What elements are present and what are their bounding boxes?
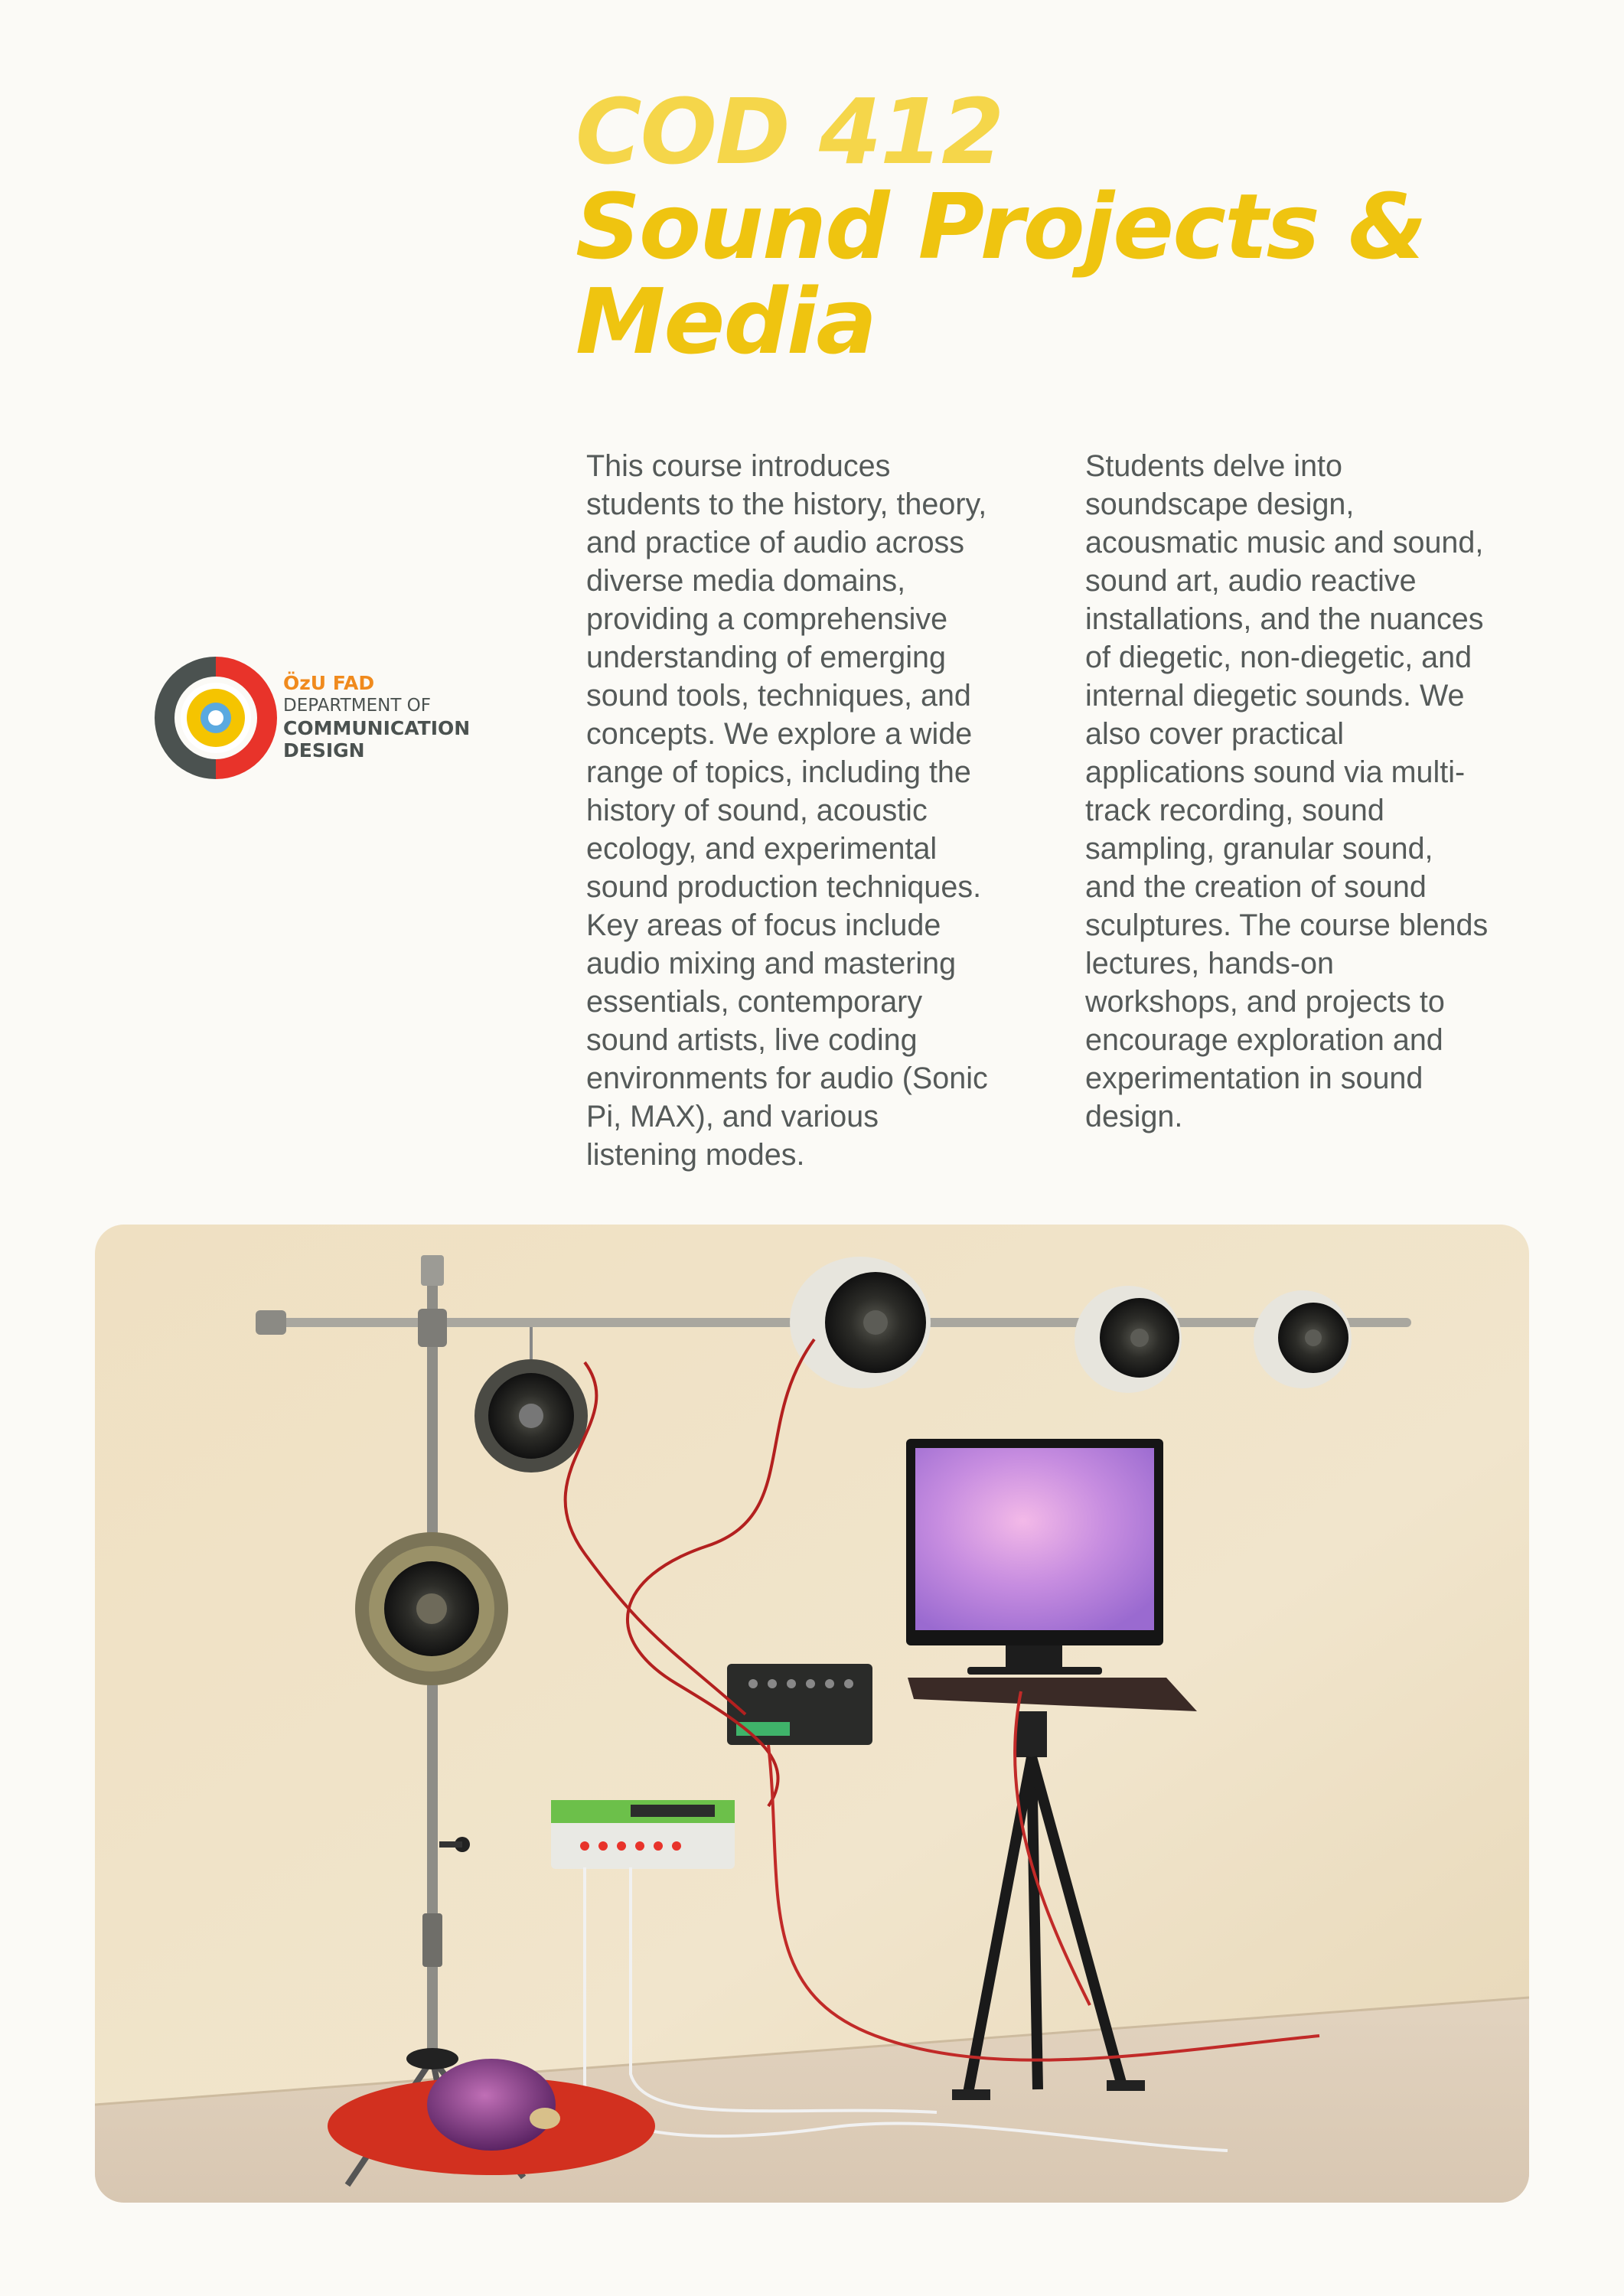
text-line: concepts. We explore a wide bbox=[586, 717, 973, 751]
text-line: environments for audio (Sonic bbox=[586, 1062, 988, 1095]
text-line: understanding of emerging bbox=[586, 641, 946, 674]
text-line: listening modes. bbox=[586, 1138, 805, 1172]
text-line: sampling, granular sound, bbox=[1085, 832, 1433, 866]
text-line: sound tools, techniques, and bbox=[586, 679, 971, 713]
text-line: audio mixing and mastering bbox=[586, 947, 957, 980]
logo-dept-line-2: COMMUNICATION bbox=[283, 717, 471, 739]
text-line: lectures, hands-on bbox=[1085, 947, 1334, 980]
text-line: Students delve into bbox=[1085, 449, 1342, 483]
course-name-line-2: Media bbox=[576, 269, 876, 374]
text-line: experimentation in sound bbox=[1085, 1062, 1423, 1095]
text-line: essentials, contemporary bbox=[586, 985, 923, 1019]
text-line: sound production techniques. bbox=[586, 870, 982, 904]
text-line: encourage exploration and bbox=[1085, 1023, 1443, 1057]
logo-org-name: ÖzU FAD bbox=[283, 672, 375, 694]
text-line: Pi, MAX), and various bbox=[586, 1100, 879, 1133]
text-line: providing a comprehensive bbox=[586, 602, 948, 636]
ozu-fad-ring-logo-icon bbox=[155, 657, 277, 779]
text-line: applications sound via multi- bbox=[1085, 755, 1466, 789]
text-line: range of topics, including the bbox=[586, 755, 971, 789]
description-left-column bbox=[586, 447, 1045, 1174]
course-title bbox=[576, 79, 1570, 374]
text-line: sound art, audio reactive bbox=[1085, 564, 1417, 598]
sound-installation-illustration bbox=[95, 1225, 1529, 2203]
text-line: soundscape design, bbox=[1085, 488, 1355, 521]
course-name-line-1: Sound Projects & bbox=[576, 174, 1426, 279]
text-line: sculptures. The course blends bbox=[1085, 908, 1489, 942]
description-right-column bbox=[1085, 447, 1544, 1136]
text-line: track recording, sound bbox=[1085, 794, 1384, 827]
text-line: also cover practical bbox=[1085, 717, 1345, 751]
course-code: COD 412 bbox=[576, 79, 1003, 184]
text-line: sound artists, live coding bbox=[586, 1023, 918, 1057]
text-line: history of sound, acoustic bbox=[586, 794, 928, 827]
text-line: ecology, and experimental bbox=[586, 832, 938, 866]
text-line: design. bbox=[1085, 1100, 1183, 1133]
text-line: internal diegetic sounds. We bbox=[1085, 679, 1465, 713]
logo-dept-line-3: DESIGN bbox=[283, 739, 365, 762]
department-logo bbox=[155, 657, 491, 779]
text-line: diverse media domains, bbox=[586, 564, 906, 598]
text-line: This course introduces bbox=[586, 449, 891, 483]
text-line: and practice of audio across bbox=[586, 526, 965, 559]
text-line: of diegetic, non-diegetic, and bbox=[1085, 641, 1472, 674]
sound-installation-photo bbox=[95, 1225, 1529, 2203]
text-line: installations, and the nuances bbox=[1085, 602, 1484, 636]
text-line: and the creation of sound bbox=[1085, 870, 1427, 904]
text-line: Key areas of focus include bbox=[586, 908, 941, 942]
text-line: students to the history, theory, bbox=[586, 488, 987, 521]
logo-dept-line-1: DEPARTMENT OF bbox=[283, 696, 432, 716]
text-line: acousmatic music and sound, bbox=[1085, 526, 1484, 559]
text-line: workshops, and projects to bbox=[1085, 985, 1445, 1019]
